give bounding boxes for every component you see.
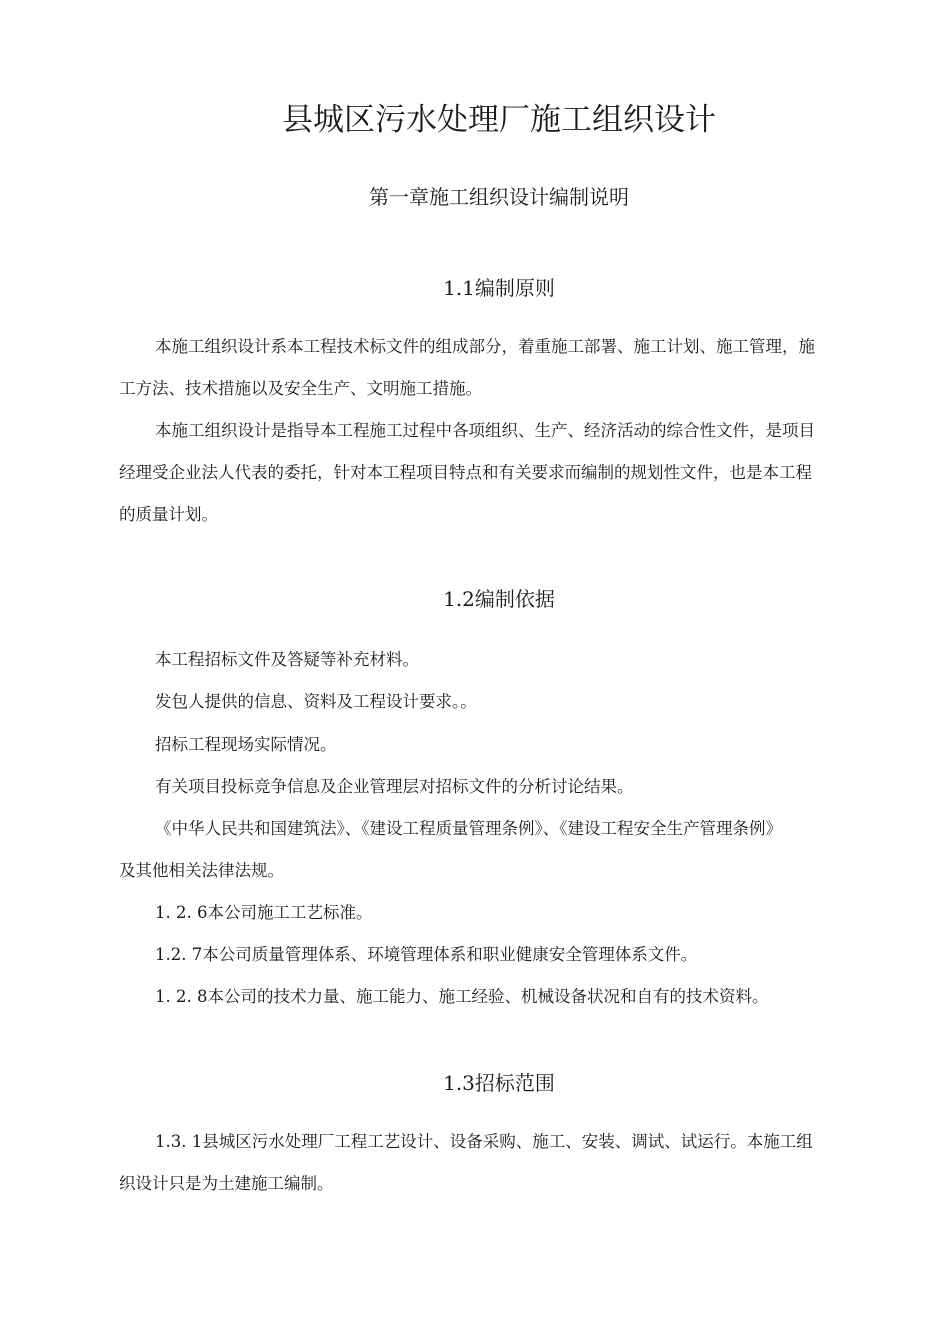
section-heading-1-3: 1.3招标范围 <box>443 1071 555 1095</box>
list-item: 发包人提供的信息、资料及工程设计要求。。 <box>155 692 477 711</box>
list-item: 1. 2. 6本公司施工工艺标准。 <box>155 903 373 922</box>
paragraph-line: 工方法、技术措施以及安全生产、文明施工措施。 <box>119 379 482 398</box>
paragraph-line: 本施工组织设计系本工程技术标文件的组成部分，着重施工部署、施工计划、施工管理，施 <box>155 337 815 356</box>
paragraph-line: 1.3. 1县城区污水处理厂工程工艺设计、设备采购、施工、安装、调试、试运行。本施工组 <box>155 1132 813 1151</box>
section-heading-1-1: 1.1编制原则 <box>443 276 555 300</box>
list-item: 有关项目投标竞争信息及企业管理层对招标文件的分析讨论结果。 <box>155 777 634 796</box>
paragraph-line: 本施工组织设计是指导本工程施工过程中各项组织、生产、经济活动的综合性文件，是项目 <box>155 421 815 440</box>
list-item: 及其他相关法律法规。 <box>119 861 284 880</box>
chapter-heading: 第一章施工组织设计编制说明 <box>369 185 629 209</box>
paragraph-line: 经理受企业法人代表的委托，针对本工程项目特点和有关要求而编制的规划性文件，也是本工程 <box>119 463 812 482</box>
list-item: 本工程招标文件及答疑等补充材料。 <box>155 650 419 669</box>
list-item: 1. 2. 8本公司的技术力量、施工能力、施工经验、机械设备状况和自有的技术资料。 <box>155 987 769 1006</box>
paragraph-line: 的质量计划。 <box>119 505 218 524</box>
paragraph-line: 织设计只是为土建施工编制。 <box>119 1174 334 1193</box>
list-item: 1.2. 7本公司质量管理体系、环境管理体系和职业健康安全管理体系文件。 <box>155 945 698 964</box>
list-item: 《中华人民共和国建筑法》、《建设工程质量管理条例》、《建设工程安全生产管理条例》 <box>155 819 782 838</box>
section-heading-1-2: 1.2编制依据 <box>443 587 555 611</box>
document-title: 县城区污水处理厂施工组织设计 <box>282 102 716 138</box>
list-item: 招标工程现场实际情况。 <box>155 735 337 754</box>
